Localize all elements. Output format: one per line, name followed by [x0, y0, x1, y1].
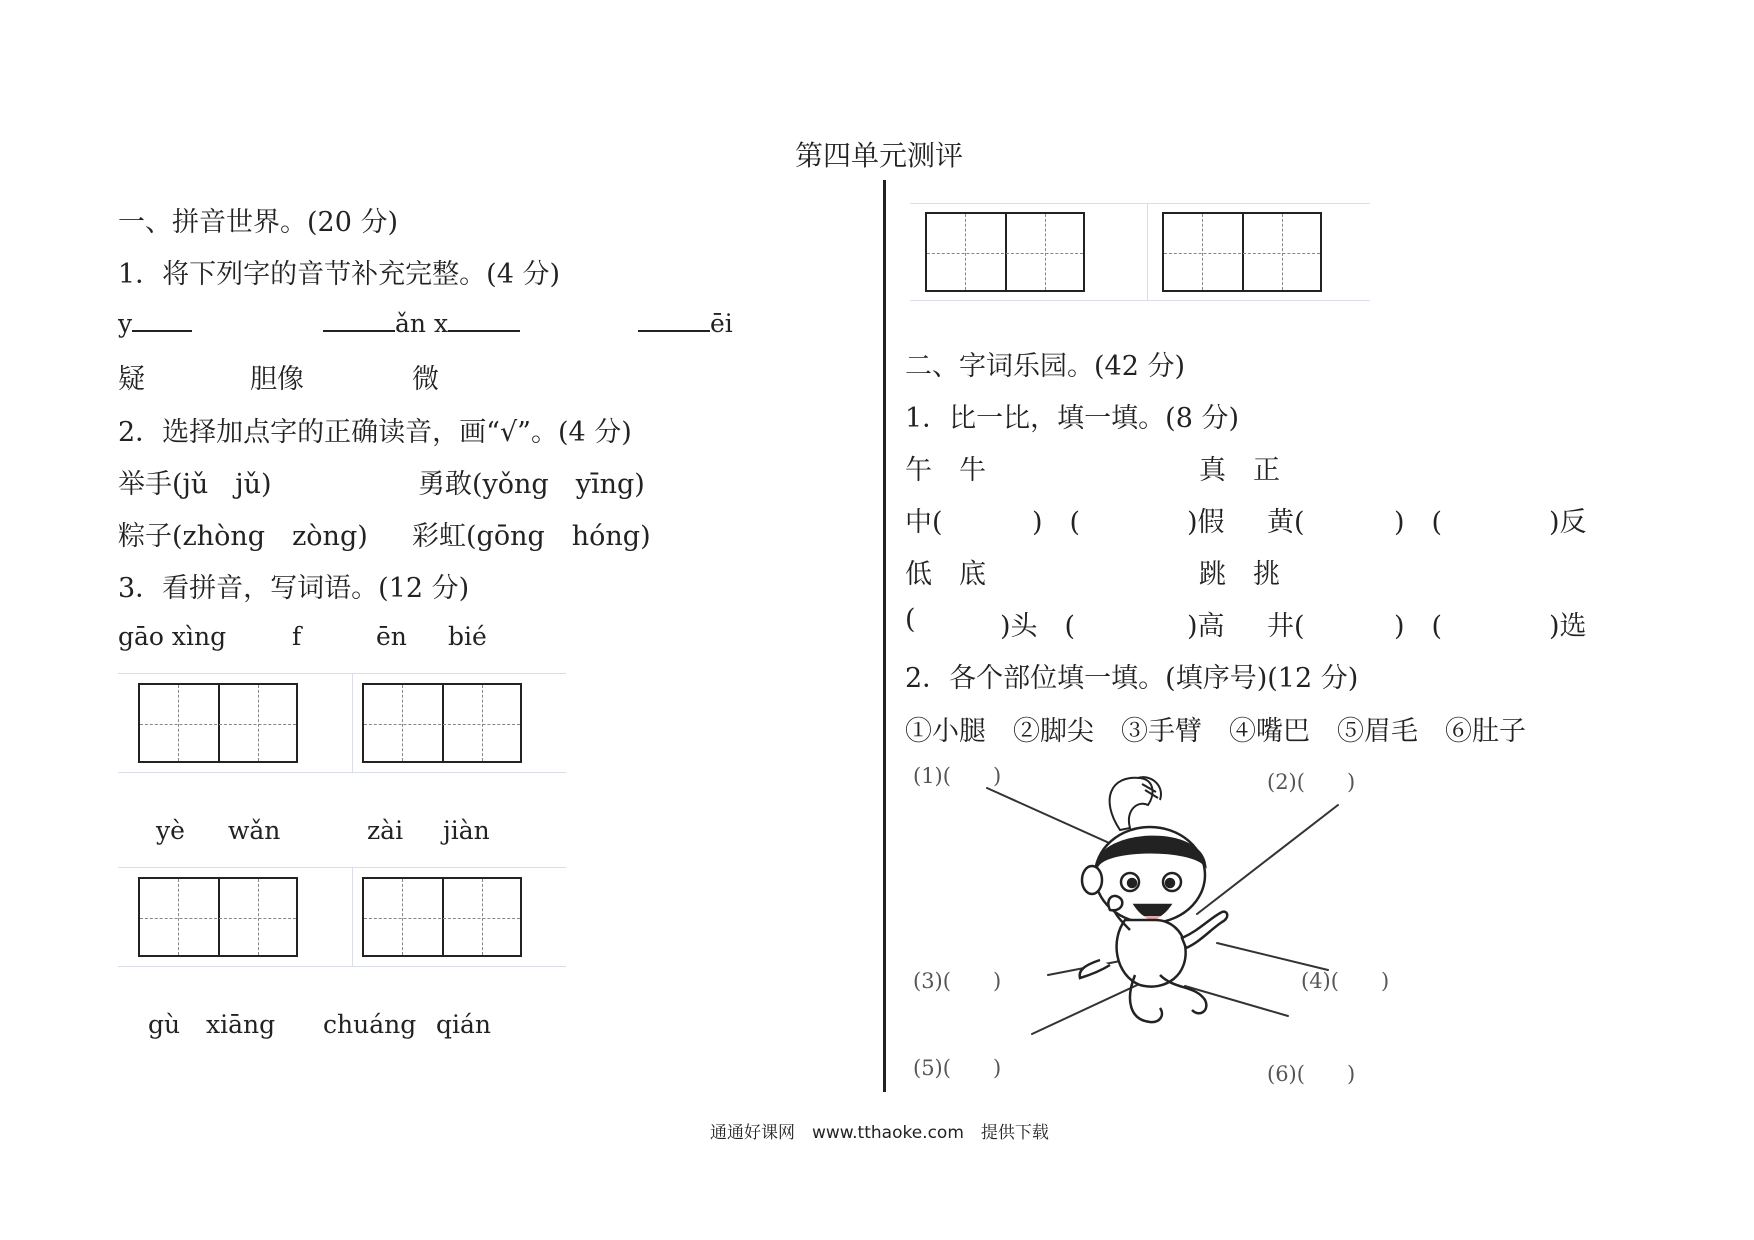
head: [1082, 827, 1205, 923]
leader-line: [1197, 805, 1338, 914]
section2-heading: 二、字词乐园。(42 分): [905, 351, 1186, 382]
reading-choice[interactable]: 彩虹(gōng hóng): [412, 521, 651, 552]
body-part-options: ①小腿 ②脚尖 ③手臂 ④嘴巴 ⑤眉毛 ⑥肚子: [905, 716, 1526, 747]
page-title: 第四单元测评: [795, 139, 964, 172]
char-pair: 低 底: [905, 559, 986, 590]
pinyin-item-1: [118, 308, 192, 338]
fill-text: 中(: [905, 507, 943, 538]
char-1: 疑: [118, 364, 145, 395]
guide-line: [118, 867, 566, 868]
guide-line: [352, 673, 353, 773]
pinyin-label: jiàn: [443, 816, 490, 845]
part-label-4[interactable]: (4)( ): [1301, 969, 1390, 993]
char-pair: 跳 挑: [1199, 559, 1280, 590]
pinyin-mid: ǎn x: [395, 309, 449, 338]
fill-text: 黄(: [1267, 507, 1305, 538]
writing-grid[interactable]: [138, 877, 298, 957]
q2-1-label: 1．比一比，填一填。(8 分): [905, 403, 1240, 434]
hair-tuft: [1110, 777, 1161, 830]
pinyin-label: gù: [148, 1010, 181, 1039]
column-divider: [883, 180, 886, 1092]
writing-grid[interactable]: [925, 212, 1085, 292]
fill-text: 井(: [1267, 611, 1305, 642]
char-2: 胆像: [250, 364, 304, 395]
guide-line: [352, 867, 353, 967]
writing-grid[interactable]: [138, 683, 298, 763]
fill-text: ) (: [1394, 507, 1443, 538]
cartoon-boy-diagram: [960, 770, 1380, 1070]
pinyin-item-3: [638, 308, 733, 338]
part-label-5[interactable]: (5)( ): [913, 1056, 1002, 1080]
char-pair: 午 牛: [905, 455, 986, 486]
guide-line: [118, 966, 566, 967]
answer-blank[interactable]: [132, 308, 192, 332]
q2-label: 2．选择加点字的正确读音，画“√”。(4 分): [118, 417, 632, 448]
pinyin-label: chuáng: [323, 1010, 417, 1039]
reading-choice[interactable]: 勇敢(yǒng yīng): [418, 469, 645, 500]
answer-blank[interactable]: [448, 308, 520, 332]
q3-label: 3．看拼音，写词语。(12 分): [118, 573, 470, 604]
fill-text: )选: [1549, 611, 1587, 642]
pinyin-label: zài: [367, 816, 404, 845]
pinyin-item-2: [323, 308, 520, 338]
pinyin-label: gāo xìng: [118, 622, 227, 651]
leader-line: [1217, 943, 1328, 970]
reading-choice[interactable]: 粽子(zhòng zòng): [118, 521, 368, 552]
q2-2-label: 2．各个部位填一填。(填序号)(12 分): [905, 663, 1359, 694]
fill-text: )假: [1187, 507, 1225, 538]
writing-grid[interactable]: [362, 683, 522, 763]
fill-text: )头 (: [1000, 611, 1076, 642]
fill-text: )高: [1187, 611, 1225, 642]
footer: 通通好课网 www.tthaoke.com 提供下载: [710, 1123, 1049, 1143]
pinyin-label: f: [292, 622, 302, 651]
guide-line: [910, 203, 1370, 204]
char-3: 微: [412, 364, 439, 395]
pinyin-suffix: ēi: [710, 309, 733, 338]
fill-text: (: [905, 604, 916, 635]
part-label-1[interactable]: (1)( ): [913, 764, 1002, 788]
fill-text: ) (: [1394, 611, 1443, 642]
pinyin-prefix: y: [118, 309, 133, 338]
pinyin-label: qián: [436, 1010, 492, 1039]
writing-grid[interactable]: [362, 877, 522, 957]
q1-label: 1．将下列字的音节补充完整。(4 分): [118, 259, 561, 290]
part-label-3[interactable]: (3)( ): [913, 969, 1002, 993]
reading-choice[interactable]: 举手(jǔ jǔ): [118, 469, 272, 500]
fill-text: )反: [1549, 507, 1587, 538]
pinyin-label: xiāng: [206, 1010, 276, 1039]
part-label-6[interactable]: (6)( ): [1267, 1062, 1356, 1086]
guide-line: [118, 772, 566, 773]
fill-text: ) (: [1032, 507, 1081, 538]
leader-line: [1185, 986, 1288, 1016]
guide-line: [118, 673, 566, 674]
section1-heading: 一、拼音世界。(20 分): [118, 207, 399, 238]
pinyin-label: wǎn: [228, 816, 281, 845]
pinyin-label: yè: [156, 816, 185, 845]
pinyin-label: ēn: [376, 622, 407, 651]
part-label-2[interactable]: (2)( ): [1267, 770, 1356, 794]
answer-blank[interactable]: [323, 308, 395, 332]
guide-line: [1147, 203, 1148, 301]
answer-blank[interactable]: [638, 308, 710, 332]
guide-line: [910, 300, 1370, 301]
writing-grid[interactable]: [1162, 212, 1322, 292]
char-pair: 真 正: [1199, 455, 1280, 486]
pinyin-label: bié: [448, 622, 487, 651]
